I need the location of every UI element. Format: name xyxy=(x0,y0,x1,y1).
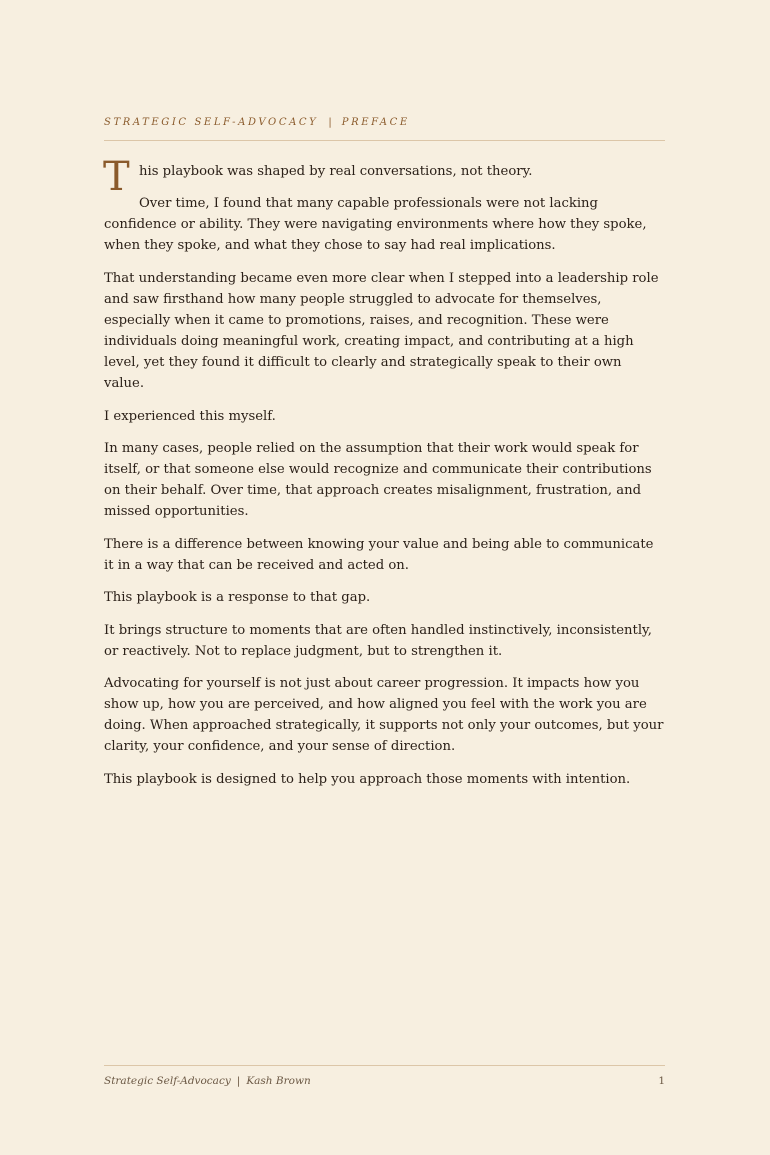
header-divider xyxy=(104,140,665,141)
opening-line-text: his playbook was shaped by real conversations, not theory. xyxy=(139,164,533,179)
footer-divider xyxy=(104,1065,665,1066)
footer-author: Kash Brown xyxy=(246,1075,311,1087)
opening-line xyxy=(103,154,665,200)
drop-cap: T xyxy=(103,154,130,200)
paragraph: That understanding became even more clear when I stepped into a leadership role and saw firsthand how many people struggled to advocate for themselves, especially when it came to promotions, raises, and recognition. These were individuals doing meaningful work, creating impact, and contributing at a high level, yet they found it difficult to clearly and strategically speak to their own value. xyxy=(104,270,659,392)
paragraph: It brings structure to moments that are often handled instinctively, inconsistently, or reactively. Not to replace judgment, but to strengthen it. xyxy=(104,622,652,659)
paragraph: Over time, I found that many capable professionals were not lacking confidence or ability. They were navigating environments where how they spoke, when they spoke, and what they chose to say had real implications. xyxy=(104,196,647,254)
header-separator: | xyxy=(328,117,332,128)
paragraph: I experienced this myself. xyxy=(104,408,276,424)
footer-separator: | xyxy=(236,1075,241,1087)
paragraph: In many cases, people relied on the assumption that their work would speak for itself, or that someone else would recognize and communicate their contributions on their behalf. Over time, that approach creates misalignment, frustration, and missed opportunities. xyxy=(104,441,652,520)
preface-body xyxy=(103,154,665,801)
paragraph: This playbook is a response to that gap. xyxy=(104,590,371,606)
paragraph: There is a difference between knowing your value and being able to communicate it in a way that can be received and acted on. xyxy=(104,536,654,573)
page-number: 1 xyxy=(658,1075,665,1087)
paragraph: This playbook is designed to help you approach those moments with intention. xyxy=(104,771,631,787)
header-section: PREFACE xyxy=(341,117,410,128)
footer-book-title: Strategic Self-Advocacy xyxy=(104,1075,231,1087)
paragraph: Advocating for yourself is not just about career progression. It impacts how you show up, how you are perceived, and how aligned you feel with the work you are doing. When approached strategically, it supports not only your outcomes, but your clarity, your confidence, and your sense of direction. xyxy=(104,676,664,755)
running-footer xyxy=(104,1075,311,1087)
running-header xyxy=(104,117,665,128)
header-book-title: STRATEGIC SELF-ADVOCACY xyxy=(104,117,319,128)
